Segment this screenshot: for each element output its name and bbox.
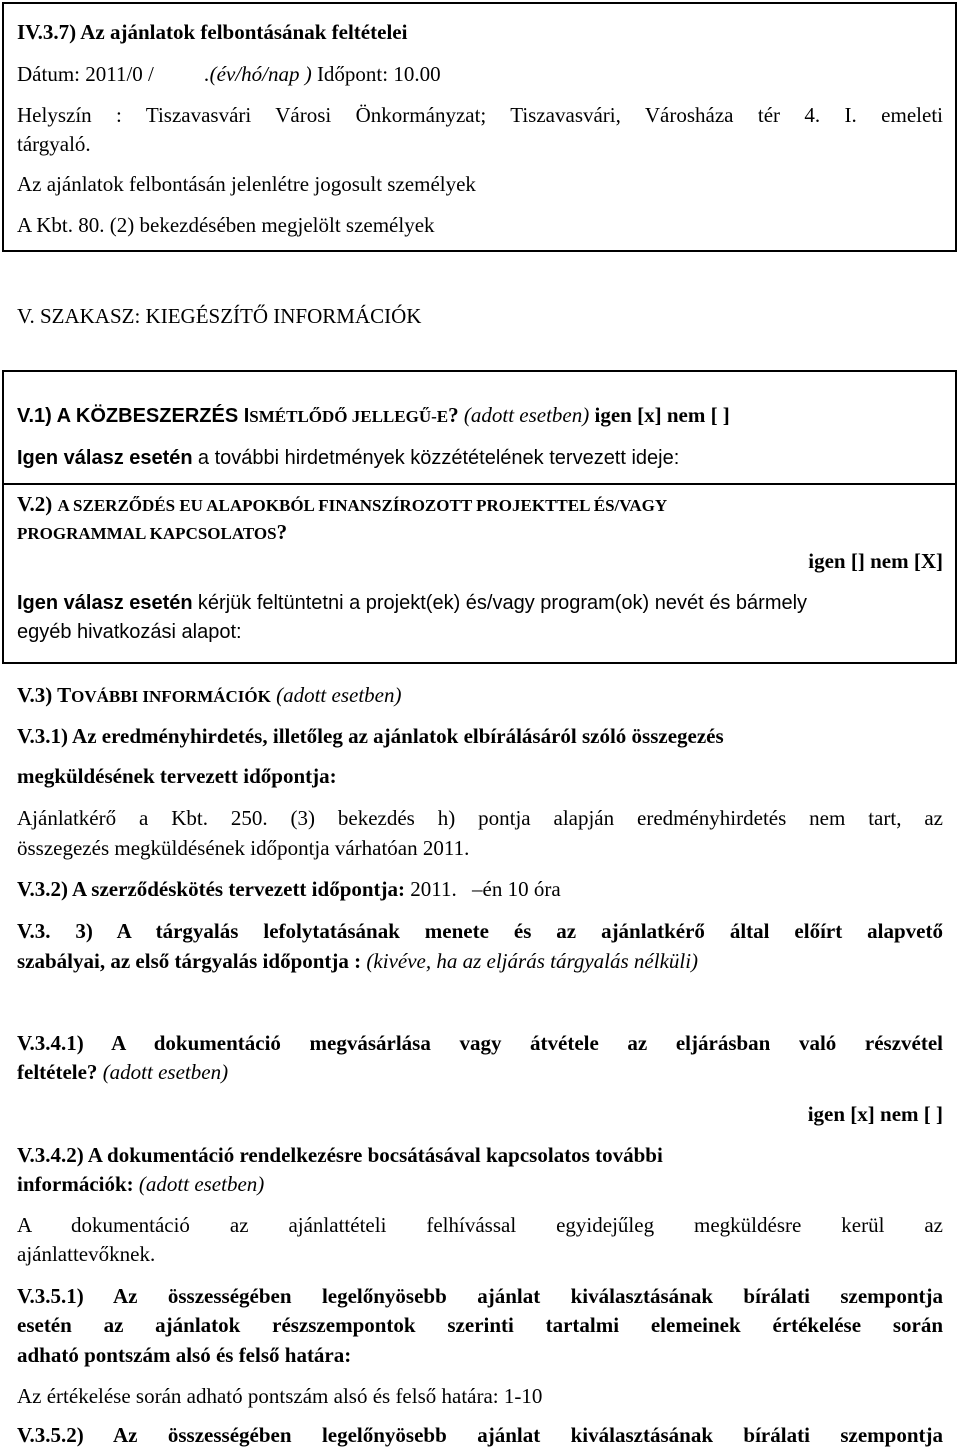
v352-heading-1: V.3.5.2) Az összességében legelőnyösebb ajánlat kiválasztásának bírálati szempontja <box>17 1423 943 1447</box>
helyszin-line-2: tárgyaló. <box>17 132 91 156</box>
v1-igen-line: Igen válasz esetén a további hirdetmények közzétételének tervezett ideje: <box>17 447 680 469</box>
v31-heading-2: megküldésének tervezett időpontja: <box>17 764 337 788</box>
v351-paragraph: Az értékelése során adható pontszám alsó és felső határa: 1-10 <box>17 1384 543 1408</box>
v32-line: V.3.2) A szerződéskötés tervezett időpontja: 2011. –én 10 óra <box>17 877 561 901</box>
v351-heading-1: V.3.5.1) Az összességében legelőnyösebb ajánlat kiválasztásának bírálati szempontja <box>17 1284 943 1308</box>
datum-line <box>17 60 943 89</box>
heading-iv-3-7: IV.3.7) Az ajánlatok felbontásának feltételei <box>17 20 408 44</box>
datum-label: Dátum: 2011/0 / <box>17 62 154 86</box>
helyszin-line-1: Helyszín : Tiszavasvári Városi Önkormányzat; Tiszavasvári, Városháza tér 4. I. emeleti <box>17 103 943 127</box>
v341-heading-2: feltétele? (adott esetben) <box>17 1060 229 1084</box>
v31-paragraph-2: összegezés megküldésének időpontja várhatóan 2011. <box>17 836 470 860</box>
divider-v1-v2 <box>2 483 957 485</box>
v2-heading-2: PROGRAMMAL KAPCSOLATOS? <box>17 520 288 544</box>
v33-heading-1: V.3. 3) A tárgyalás lefolytatásának menete és az ajánlatkérő által előírt alapvető <box>17 919 943 943</box>
kbt-text: A Kbt. 80. (2) bekezdésében megjelölt személyek <box>17 213 435 237</box>
v1-optional: (adott esetben) <box>463 403 590 427</box>
v1-smallcaps: SMÉTLŐDŐ JELLEGŰ-E <box>249 407 449 426</box>
v3-heading: V.3) TOVÁBBI INFORMÁCIÓK (adott esetben) <box>17 683 402 707</box>
v2-igen-line: Igen válasz esetén kérjük feltüntetni a projekt(ek) és/vagy program(ok) nevét és bármely <box>17 592 808 614</box>
v342-heading-1: V.3.4.2) A dokumentáció rendelkezésre bocsátásával kapcsolatos további <box>17 1143 663 1167</box>
v2-last-line: egyéb hivatkozási alapot: <box>17 621 242 643</box>
v351-heading-3: adható pontszám alsó és felső határa: <box>17 1343 352 1367</box>
idopont: Időpont: 10.00 <box>316 62 441 86</box>
section-v-title: V. SZAKASZ: KIEGÉSZÍTŐ INFORMÁCIÓK <box>17 304 422 328</box>
v341-heading-1: V.3.4.1) A dokumentáció megvásárlása vagy átvétele az eljárásban való részvétel <box>17 1031 943 1055</box>
v1-heading: V.1) A KÖZBESZERZÉS ISMÉTLŐDŐ JELLEGŰ-E? (adott esetben) igen [x] nem [ ] <box>17 403 730 427</box>
jelenlet-text: Az ajánlatok felbontásán jelenlétre jogosult személyek <box>17 172 476 196</box>
v1-answer: igen [x] nem [ ] <box>594 403 730 427</box>
v31-heading-1: V.3.1) Az eredményhirdetés, illetőleg az ajánlatok elbírálásáról szóló összegezés <box>17 724 724 748</box>
v342-paragraph-1: A dokumentáció az ajánlattételi felhívással egyidejűleg megküldésre kerül az <box>17 1213 943 1237</box>
v2-answer: igen [] nem [X] <box>808 549 943 573</box>
v342-heading-2: információk: (adott esetben) <box>17 1172 265 1196</box>
v31-paragraph-1: Ajánlatkérő a Kbt. 250. (3) bekezdés h) pontja alapján eredményhirdetés nem tart, az <box>17 806 943 830</box>
v33-heading-2: szabályai, az első tárgyalás időpontja : (kivéve, ha az eljárás tárgyalás nélküli) <box>17 949 699 973</box>
datum-format: .(év/hó/nap ) <box>204 62 312 86</box>
v342-paragraph-2: ajánlattevőknek. <box>17 1242 156 1266</box>
v1-lead: V.1) A KÖZBESZERZÉS I <box>17 405 250 427</box>
v351-heading-2: esetén az ajánlatok részszempontok szerinti tartalmi elemeinek értékelése során <box>17 1313 943 1337</box>
v341-answer: igen [x] nem [ ] <box>807 1102 943 1126</box>
v2-heading-1: V.2) A SZERZŐDÉS EU ALAPOKBÓL FINANSZÍROZOTT PROJEKTTEL ÉS/VAGY <box>17 492 668 516</box>
